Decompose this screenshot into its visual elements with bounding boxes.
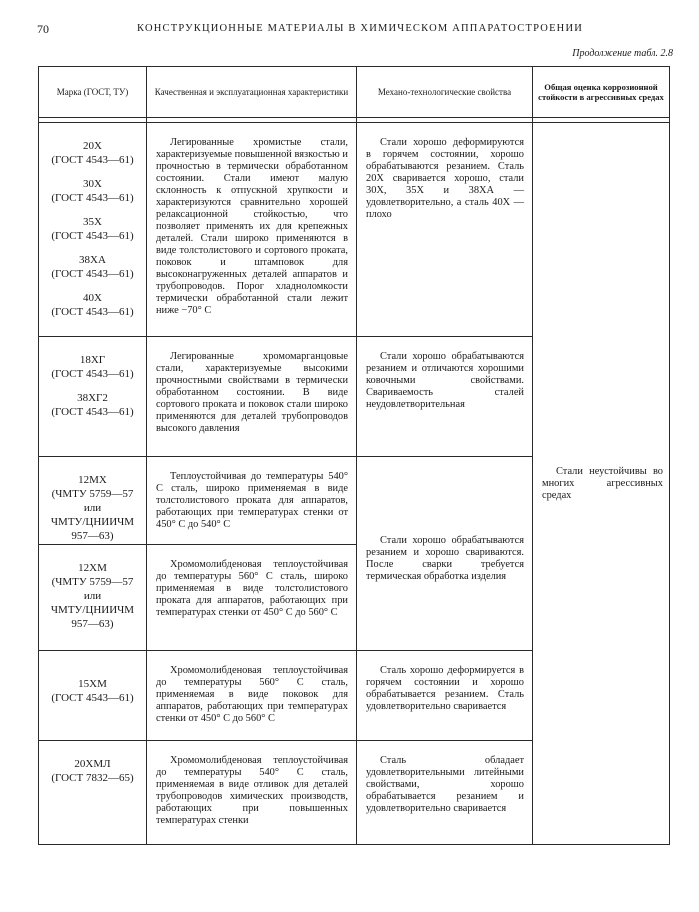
- quality-cell: Хромомолибденовая теплоустойчивая до температуры 540° С сталь, применяемая в виде отливок для деталей трубопроводов химических производств, работающих при повышенных температурах стенки: [147, 741, 357, 845]
- grade-cell: 15ХМ (ГОСТ 4543—61): [39, 651, 147, 741]
- quality-cell: Хромомолибденовая теплоустойчивая до температуры 560° С сталь, применяемая в виде поковок для аппаратов, работающих при температурах стенки от 450° С до 560° С: [147, 651, 357, 741]
- grade-cell: 12МХ (ЧМТУ 5759—57 или ЧМТУ/ЦНИИЧМ 957—63): [39, 457, 147, 545]
- table-row: [39, 123, 670, 337]
- grade-cell: 20ХМЛ (ГОСТ 7832—65): [39, 741, 147, 845]
- mech-cell: Стали хорошо обрабатываются резанием и отличаются хорошими ковочными свойствами. Свариваемость сталей неудовлетворительная: [357, 337, 533, 457]
- mech-cell: Сталь хорошо деформируется в горячем состоянии и хорошо обрабатывается резанием. Сталь удовлетворительно сваривается: [357, 651, 533, 741]
- mech-cell: Стали хорошо деформируются в горячем состоянии, хорошо обрабатываются резанием. Сталь 20Х сваривается хорошо, стали 30Х, 35Х и 38ХА — удовлетворительно, а сталь 40Х — плохо: [357, 123, 533, 337]
- header-corrosion: Общая оценка коррозионной стойкости в агрессивных средах: [533, 67, 670, 118]
- running-header: [37, 22, 669, 38]
- page-number: 70: [37, 22, 49, 36]
- table-header-row: [39, 67, 670, 118]
- grade-cell: 18ХГ (ГОСТ 4543—61) 38ХГ2 (ГОСТ 4543—61): [39, 337, 147, 457]
- quality-cell: Легированные хромистые стали, характеризуемые повышенной вязкостью и прочностью в термически обработанном состоянии. Стали имеют малую склонность к отпускной хрупкости и характеризуются сравнительно хорошей релаксационной стойкостью, что позволяет применять их для крепежных деталей. Стали широко применяются в виде толстолистового и сортового проката, поковок и штамповок для высоконагруженных деталей аппаратов и трубопроводов. Порог хладноломкости термически обработанной стали лежит ниже −70° С: [147, 123, 357, 337]
- quality-cell: Теплоустойчивая до температуры 540° С сталь, широко применяемая в виде толстолистового проката для аппаратов, работающих при температурах стенки от 450° С до 540° С: [147, 457, 357, 545]
- corrosion-cell: Стали неустойчивы во многих агрессивных средах: [533, 123, 670, 845]
- header-quality: Качественная и эксплуатационная характеристики: [147, 67, 357, 118]
- table-continuation-label: Продолжение табл. 2.8: [572, 48, 673, 59]
- quality-cell: Легированные хромомарганцовые стали, характеризуемые высокими прочностными свойствами в термически обработанном состоянии. В виде сортового проката и поковок стали широко применяются для деталей трубопроводов высокого давления: [147, 337, 357, 457]
- header-grade: Марка (ГОСТ, ТУ): [39, 67, 147, 118]
- running-title: КОНСТРУКЦИОННЫЕ МАТЕРИАЛЫ В ХИМИЧЕСКОМ АППАРАТОСТРОЕНИИ: [137, 23, 584, 34]
- mech-cell: Сталь обладает удовлетворительными литейными свойствами, хорошо обрабатывается резанием и удовлетворительно сваривается: [357, 741, 533, 845]
- grade-cell: 20Х (ГОСТ 4543—61) 30Х (ГОСТ 4543—61) 35Х (ГОСТ 4543—61) 38ХА (ГОСТ 4543—61) 40Х (ГОСТ 4543—61): [39, 123, 147, 337]
- grade-cell: 12ХМ (ЧМТУ 5759—57 или ЧМТУ/ЦНИИЧМ 957—63): [39, 545, 147, 651]
- header-mech: Механо-технологические свойства: [357, 67, 533, 118]
- mech-cell-merged: Стали хорошо обрабатываются резанием и хорошо свариваются. После сварки требуется термическая обработка изделия: [357, 457, 533, 651]
- quality-cell: Хромомолибденовая теплоустойчивая до температуры 560° С сталь, широко применяемая в виде толстолистового проката для аппаратов, работающих при температурах стенки от 450° С до 560° С: [147, 545, 357, 651]
- steel-properties-table: [38, 66, 670, 845]
